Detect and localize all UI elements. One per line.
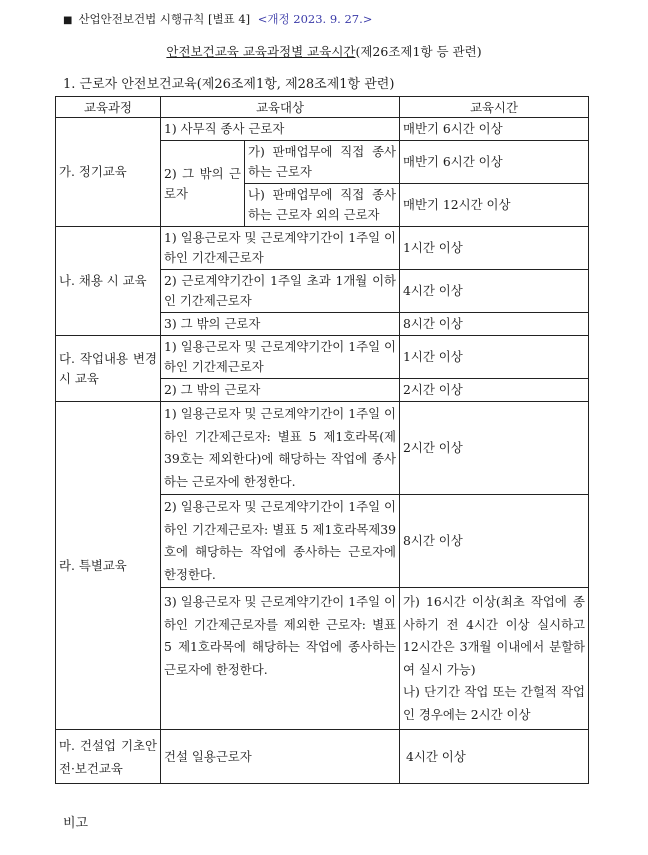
table-row [56, 336, 589, 379]
target-hiring-2: 2) 근로계약기간이 1주일 초과 1개월 이하인 기간제근로자 [161, 270, 400, 313]
header-course: 교육과정 [56, 97, 161, 118]
target-sales: 가) 판매업무에 직접 종사하는 근로자 [245, 141, 400, 184]
target-construction: 건설 일용근로자 [161, 730, 400, 784]
title-ref: (제26조제1항 등 관련) [355, 44, 482, 59]
regulation-name: 산업안전보건법 시행규칙 [별표 4] [78, 12, 251, 26]
target-office: 1) 사무직 종사 근로자 [161, 118, 400, 141]
table-row [56, 118, 589, 141]
time-special-3b: 나) 단기간 작업 또는 간헐적 작업인 경우에는 2시간 이상 [403, 684, 586, 722]
target-special-1: 1) 일용근로자 및 근로계약기간이 1주일 이하인 기간제근로자: 별표 5 제1호라목(제39호는 제외한다)에 해당하는 작업에 종사하는 근로자에 한정한다. [161, 402, 400, 495]
target-other-label: 2) 그 밖의 근로자 [161, 141, 245, 227]
amendment-date: <개정 2023. 9. 27.> [257, 12, 373, 26]
time-hiring-2: 4시간 이상 [400, 270, 589, 313]
bullet-square-icon: ■ [63, 15, 73, 26]
course-hiring: 나. 채용 시 교육 [56, 227, 161, 336]
course-special: 라. 특별교육 [56, 402, 161, 730]
time-sales: 매반기 6시간 이상 [400, 141, 589, 184]
target-nonsales: 나) 판매업무에 직접 종사하는 근로자 외의 근로자 [245, 184, 400, 227]
time-hiring-1: 1시간 이상 [400, 227, 589, 270]
time-special-3 [400, 588, 589, 730]
title-main: 안전보건교육 교육과정별 교육시간 [166, 44, 356, 59]
target-change-1: 1) 일용근로자 및 근로계약기간이 1주일 이하인 기간제근로자 [161, 336, 400, 379]
time-office: 매반기 6시간 이상 [400, 118, 589, 141]
time-nonsales: 매반기 12시간 이상 [400, 184, 589, 227]
regulation-header [63, 11, 372, 27]
target-change-2: 2) 그 밖의 근로자 [161, 379, 400, 402]
time-hiring-3: 8시간 이상 [400, 313, 589, 336]
time-special-3a: 가) 16시간 이상(최초 작업에 종사하기 전 4시간 이상 실시하고 12시간은 3개월 이내에서 분할하여 실시 가능) [403, 594, 586, 677]
header-target: 교육대상 [161, 97, 400, 118]
page-title [0, 42, 648, 60]
education-hours-table [55, 96, 589, 784]
target-special-2: 2) 일용근로자 및 근로계약기간이 1주일 이하인 기간제근로자: 별표 5 제1호라목제39호에 해당하는 작업에 종사하는 근로자에 한정한다. [161, 495, 400, 588]
course-construction: 마. 건설업 기초안전·보건교육 [56, 730, 161, 784]
course-change: 다. 작업내용 변경 시 교육 [56, 336, 161, 402]
time-special-2: 8시간 이상 [400, 495, 589, 588]
remarks-label: 비고 [63, 816, 89, 831]
target-hiring-3: 3) 그 밖의 근로자 [161, 313, 400, 336]
header-time: 교육시간 [400, 97, 589, 118]
table-row [56, 402, 589, 495]
section-heading: 1. 근로자 안전보건교육(제26조제1항, 제28조제1항 관련) [63, 77, 395, 92]
time-change-2: 2시간 이상 [400, 379, 589, 402]
course-regular: 가. 정기교육 [56, 118, 161, 227]
target-special-3: 3) 일용근로자 및 근로계약기간이 1주일 이하인 기간제근로자를 제외한 근로자: 별표 5 제1호라목에 해당하는 작업에 종사하는 근로자에 한정한다. [161, 588, 400, 730]
table-header-row [56, 97, 589, 118]
table-row [56, 227, 589, 270]
time-construction: 4시간 이상 [400, 730, 589, 784]
table-row [56, 730, 589, 784]
time-change-1: 1시간 이상 [400, 336, 589, 379]
target-hiring-1: 1) 일용근로자 및 근로계약기간이 1주일 이하인 기간제근로자 [161, 227, 400, 270]
time-special-1: 2시간 이상 [400, 402, 589, 495]
